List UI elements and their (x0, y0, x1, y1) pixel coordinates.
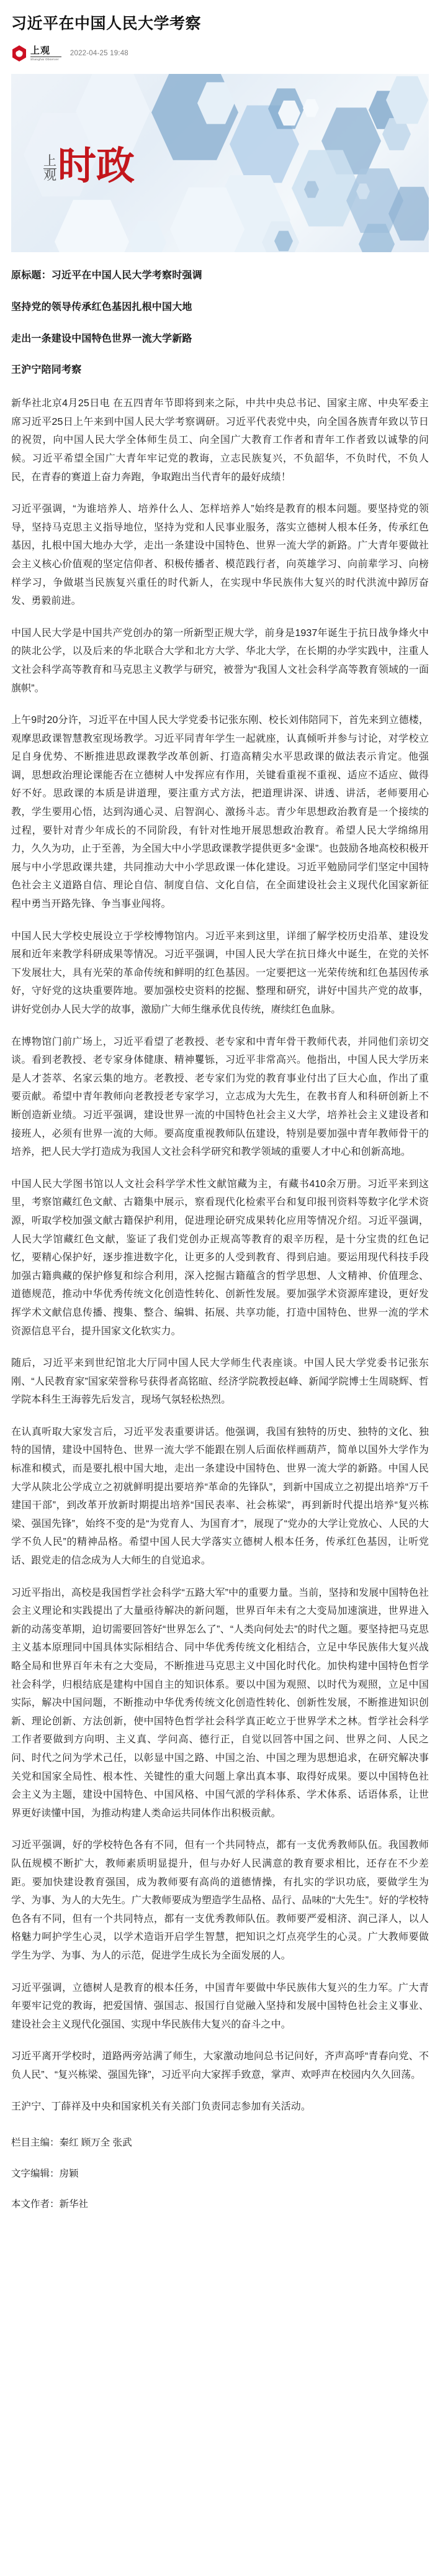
article-paragraph: 习近平离开学校时，道路两旁站满了师生，大家激动地问总书记问好，齐声高呼“青春向党、不负人民”、“复兴栋梁、强国先锋”，习近平向大家挥手致意，掌声、欢呼声在校园内久久回荡。 (11, 2051, 429, 2080)
hero-logo-main: 时政 (58, 145, 135, 188)
article-paragraph: 在认真听取大家发言后，习近平发表重要讲话。他强调，我国有独特的历史、独特的文化、独特的国情，建设中国特色、世界一流大学不能跟在别人后面依样画葫芦，简单以国外大学作为标准和模式，而是要扎根中国大地，走出一条建设中国特色、世界一流大学的新路。中国人民大学从陕北公学成立之初就鲜明提出要培养“革命的先锋队”，到新中国成立之初提出培养“万千建国干部”，到改革开放新时期提出培养“国民表率、社会栋梁”，再到新时代提出培养“复兴栋梁、强国先锋”，始终不变的是“为党育人、为国育才”，展现了“党办的大学让党放心、人民的大学不负人民”的精神品格。希望中国人民大学落实立德树人根本任务，传承红色基因，让听党话、跟党走的信念成为人大师生的自觉追求。 (11, 1426, 429, 1567)
article-paragraph: 习近平指出，高校是我国哲学社会科学“五路大军”中的重要力量。当前，坚持和发展中国特色社会主义理论和实践提出了大量亟待解决的新问题，世界百年未有之大变局加速演进，世界进入新的动荡变革期，迫切需要回答好“世界怎么了”、“人类向何处去”的时代之题。要坚持把马克思主义基本原理同中国具体实际相结合、同中华优秀传统文化相结合，立足中华民族伟大复兴战略全局和世界百年未有之大变局，不断推进马克思主义中国化时代化。加快构建中国特色哲学社会科学，归根结底是建构中国自主的知识体系。要以中国为观照、以时代为观照，立足中国实际，解决中国问题，不断推动中华优秀传统文化创造性转化、创新性发展，不断推进知识创新、理论创新、方法创新，使中国特色哲学社会科学真正屹立于世界学术之林。哲学社会科学工作者要做到方向明、主义真、学问高、德行正，自觉以回答中国之问、世界之问、人民之问、时代之问为学术己任，以彰显中国之路、中国之治、中国之理为思想追求，在研究解决事关党和国家全局性、根本性、关键性的重大问题上拿出真本事、取得好成果。要以中国特色社会主义为主题，建设中国特色、中国风格、中国气派的学科体系、学术体系、话语体系，让世界更好读懂中国，为推动构建人类命运共同体作出积极贡献。 (11, 1587, 429, 1819)
article-paragraph: 中国人民大学校史展设立于学校博物馆内。习近平来到这里，详细了解学校历史沿革、建设发展和近年来教学科研成果等情况。习近平强调，中国人民大学在抗日烽火中诞生，在党的关怀下发展壮大，具有光荣的革命传统和鲜明的红色基因。一定要把这一光荣传统和红色基因传承好，守好党的这块重要阵地。要加强校史资料的挖掘、整理和研究，讲好中国共产党的故事，讲好党创办人民大学的故事，激励广大师生继承优良传统，赓续红色血脉。 (11, 931, 429, 1015)
article-paragraph: 上午9时20分许，习近平在中国人民大学党委书记张东刚、校长刘伟陪同下，首先来到立德楼，观摩思政课智慧教室现场教学。习近平同青年学生一起就座，认真倾听并参与讨论，对学校立足自身优势、不断推进思政课教学改革创新、打造高精尖水平思政课的做法表示肯定。他强调，思想政治理论课能否在立德树人中发挥应有作用，关键看重视不重视、适应不适应、做得好不好。思政课的本质是讲道理，要注重方式方法，把道理讲深、讲透、讲活，老师要用心教，学生要用心悟，达到沟通心灵、启智润心、激扬斗志。青少年思想政治教育是一个接续的过程，要针对青少年成长的不同阶段，有针对性地开展思想政治教育。希望人民大学绵绵用力，久久为功，止于至善，为全国大中小学思政课教学提供更多“金课”。也鼓励各地高校积极开展与中小学思政课共建，共同推动大中小学思政课一体化建设。习近平勉励同学们坚定中国特色社会主义道路自信、理论自信、制度自信、文化自信，在全面建设社会主义现代化国家新征程中勇当开路先锋、争当事业闯将。 (11, 715, 429, 910)
article-credits (0, 2130, 440, 2213)
headline-subtitle-3: 王沪宁陪同考察 (11, 365, 82, 376)
headline-subtitle-1: 坚持党的领导传承红色基因扎根中国大地 (11, 301, 192, 312)
article-paragraph: 新华社北京4月25日电 在五四青年节即将到来之际，中共中央总书记、国家主席、中央军委主席习近平25日上午来到中国人民大学考察调研。习近平代表党中央，向全国各族青年致以节日的祝贺，向中国人民大学全体师生员工、向全国广大教育工作者和青年工作者致以诚挚的问候。习近平希望全国广大青年牢记党的教诲，立志民族复兴，不负韶华，不负时代，不负人民，在青春的赛道上奋力奔跑，争取跑出当代青年的最好成绩！ (11, 398, 429, 483)
original-title-label: 原标题：习近平在中国人民大学考察时强调 (11, 270, 202, 281)
credit-author: 本文作者：新华社 (11, 2198, 89, 2210)
hero-logo-secondary (43, 155, 56, 185)
article-paragraph: 中国人民大学是中国共产党创办的第一所新型正规大学，前身是1937年诞生于抗日战争烽火中的陕北公学，以及后来的华北联合大学和北方大学、华北大学，在长期的办学实践中，注重人文社会科学高等教育和马克思主义教学与研究，被誉为“我国人文社会科学高等教育领域的一面旗帜”。 (11, 627, 429, 694)
publish-timestamp: 2022-04-25 19:48 (70, 50, 128, 57)
article-paragraph: 习近平强调，立德树人是教育的根本任务，中国青年要做中华民族伟大复兴的生力军。广大青年要牢记党的教诲，把爱国情、强国志、报国行自觉融入坚持和发展中国特色社会主义事业、建设社会主义现代化强国、实现中华民族伟大复兴的奋斗之中。 (11, 1982, 429, 2030)
article-paragraph: 习近平强调，“为谁培养人、培养什么人、怎样培养人”始终是教育的根本问题。要坚持党的领导，坚持马克思主义指导地位，坚持为党和人民事业服务，落实立德树人根本任务，传承红色基因，扎根中国大地办大学，走出一条建设中国特色、世界一流大学的新路。广大青年要做社会主义核心价值观的坚定信仰者、积极传播者、模范践行者，向英雄学习、向前辈学习、向榜样学习，争做堪当民族复兴重任的时代新人，在实现中华民族伟大复兴的时代洪流中踔厉奋发、勇毅前进。 (11, 504, 429, 607)
hero-logo (43, 145, 135, 188)
hero-banner (11, 74, 429, 252)
hero-logo-char-1: 上 (43, 154, 56, 169)
credit-section-editor: 栏目主编：秦红 顾万全 张武 (11, 2137, 132, 2149)
page-title: 习近平在中国人民大学考察 (11, 15, 202, 32)
article-paragraph: 随后，习近平来到世纪馆北大厅同中国人民大学师生代表座谈。中国人民大学党委书记张东刚、“人民教育家”国家荣誉称号获得者高铭暄、经济学院教授赵峰、新闻学院博士生周晓辉、哲学院本科生王海蓉先后发言，现场气氛轻松热烈。 (11, 1358, 429, 1406)
article-paragraph: 中国人民大学图书馆以人文社会科学学术性文献馆藏为主，有藏书410余万册。习近平来到这里，考察馆藏红色文献、古籍集中展示，察看现代化检索平台和复印报刊资料等数字化学术资源，听取学校加强文献古籍保护利用，促进理论研究成果转化应用等情况介绍。习近平强调，人民大学馆藏红色文献，鉴证了我们党创办正规高等教育的艰辛历程，是十分宝贵的红色记忆，要精心保护好，逐步推进数字化，让更多的人受到教育、得到启迪。要运用现代科技手段加强古籍典藏的保护修复和综合利用，深入挖掘古籍蕴含的哲学思想、人文精神、价值理念、道德规范，推动中华优秀传统文化创造性转化、创新性发展。要加强学术资源库建设，更好发挥学术文献信息传播、搜集、整合、编辑、拓展、共享功能，打造中国特色、世界一流的学术资源信息平台，提升国家文化软实力。 (11, 1178, 429, 1337)
hex-decoration (55, 198, 129, 252)
article-paragraph: 在博物馆门前广场上，习近平看望了老教授、老专家和中青年骨干教师代表，并同他们亲切交谈。看到老教授、老专家身体健康、精神矍铄，习近平非常高兴。他指出，中国人民大学历来是人才荟萃、名家云集的地方。老教授、老专家们为党的教育事业付出了巨大心血，作出了重要贡献。希望中青年教师向老教授老专家学习，立志成为大先生，在教书育人和科研创新上不断创造新业绩。习近平强调，建设世界一流的中国特色社会主义大学，培养社会主义建设者和接班人，必须有世界一流的大师。要高度重视教师队伍建设，特别是要加强中青年教师骨干的培养，把人民大学打造成为我国人文社会科学研究和教学领域的重要人才中心和创新高地。 (11, 1036, 429, 1158)
article-body (0, 252, 440, 2116)
headline-subtitle-2: 走出一条建设中国特色世界一流大学新路 (11, 333, 192, 344)
source-name-en: Shanghai Observer (30, 57, 59, 61)
article-paragraph: 习近平强调，好的学校特色各有不同，但有一个共同特点，都有一支优秀教师队伍。我国教师队伍规模不断扩大，教师素质明显提升，但与办好人民满意的教育要求相比，还存在不少差距。要加快建设教育强国，成为教师要有高尚的道德情操，有扎实的学识功底，要做学生为学、为事、为人的大先生。广大教师要成为塑造学生品格、品行、品味的“大先生”。好的学校特色各有不同，但有一个共同特点，都有一支优秀教师队伍。教师要严爱相济、润己泽人，以人格魅力呵护学生心灵，以学术造诣开启学生智慧，把知识之灯点亮学生的心灵。广大教师要做学生为学、为事、为人的示范，促进学生成长为全面发展的人。 (11, 1840, 429, 1961)
source-name-block (30, 46, 61, 61)
source-name-cn: 上观 (30, 46, 61, 57)
shanghai-observer-logo-icon (11, 45, 27, 62)
hero-logo-char-2: 观 (43, 168, 56, 183)
article-header (0, 0, 440, 64)
hex-decoration (303, 99, 319, 117)
hex-decoration (129, 221, 166, 252)
credit-text-editor: 文字编辑：房颖 (11, 2168, 79, 2179)
article-paragraph: 王沪宁、丁薛祥及中央和国家机关有关部门负责同志参加有关活动。 (11, 2101, 312, 2113)
source-brand[interactable] (11, 45, 61, 62)
article-meta (11, 43, 429, 64)
